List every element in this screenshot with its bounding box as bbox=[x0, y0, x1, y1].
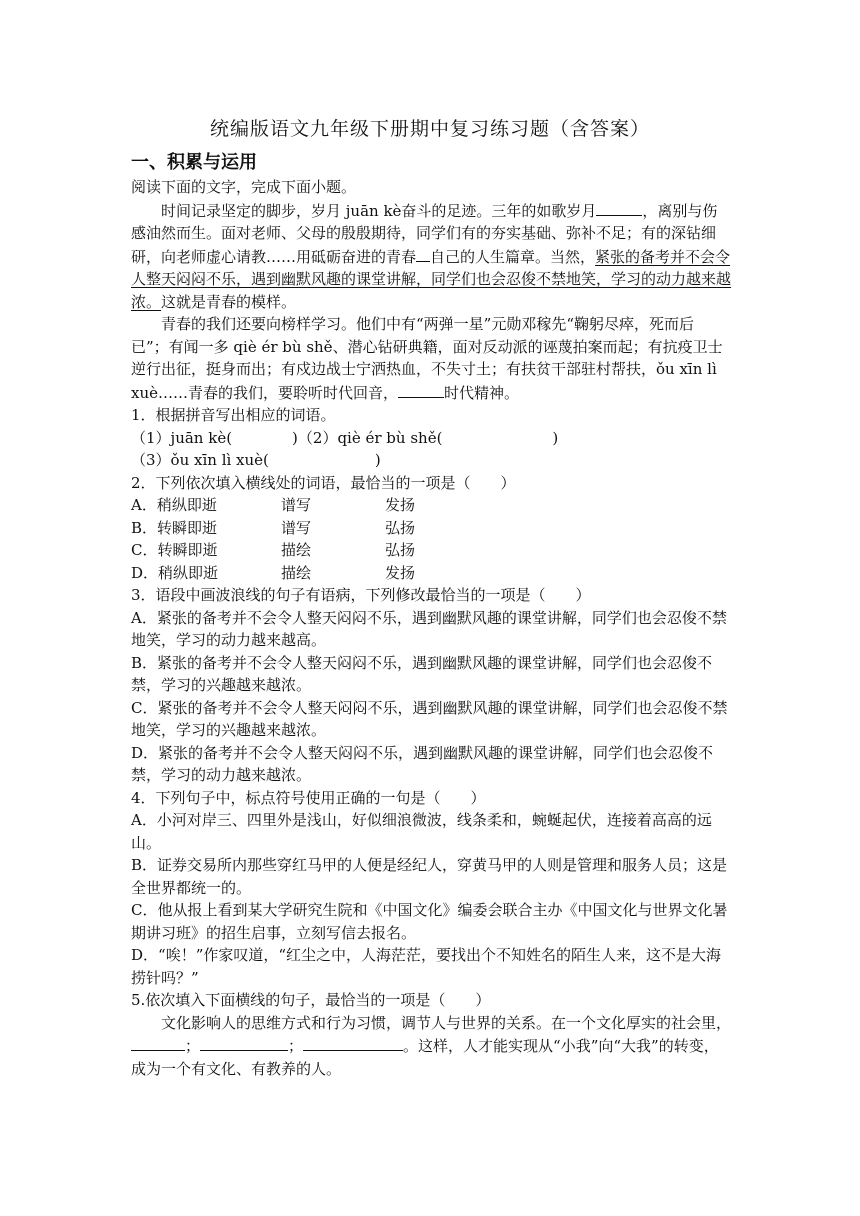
fill-blank bbox=[416, 245, 430, 262]
question-3-stem: 3．语段中画波浪线的句子有语病，下列修改最恰当的一项是（ ） bbox=[131, 586, 591, 604]
fill-blank bbox=[596, 199, 642, 216]
document-title: 统编版语文九年级下册期中复习练习题（含答案） bbox=[209, 118, 650, 140]
question-3-option: B．紧张的备考并不会令人整天闷闷不乐，遇到幽默风趣的课堂讲解，同学们也会忍俊不禁，学习的兴趣越来越浓。 bbox=[131, 653, 713, 694]
passage-text: 时间记录坚定的脚步，岁月 juān kè奋斗的足迹。三年的如歌岁月 bbox=[161, 201, 597, 220]
pinyin-item: )（2）qiè ér bù shě( bbox=[292, 428, 443, 447]
question-3-option: D．紧张的备考并不会令人整天闷闷不乐，遇到幽默风趣的课堂讲解，同学们也会忍俊不禁，学习的动力越来越浓。 bbox=[131, 743, 714, 784]
question-5-text: 文化影响人的思维方式和行为习惯，调节人与世界的关系。在一个文化厚实的社会里，； ； 。这样，人才能实现从“小我”向“大我”的转变，成为一个有文化、有教养的人。 bbox=[131, 1013, 732, 1078]
passage-paragraph-2 bbox=[131, 313, 731, 404]
question-2-option: D．稍纵即逝 描绘 发扬 bbox=[131, 563, 416, 582]
wavy-underlined-sentence: 紧张的备考并不会令人整天闷闷不乐，遇到幽默风趣的课堂讲解，同学们也会忍俊不禁地笑，学习的动力越来越浓。 bbox=[131, 247, 732, 311]
question-5-text-part: 文化影响人的思维方式和行为习惯，调节人与世界的关系。在一个文化厚实的社会里， bbox=[161, 1013, 732, 1032]
question-2-stem: 2．下列依次填入横线处的词语，最恰当的一项是（ ） bbox=[131, 473, 516, 492]
passage-paragraph-1 bbox=[131, 199, 731, 314]
question-2-option: A．稍纵即逝 谱写 发扬 bbox=[131, 496, 416, 514]
question-1-stem: 1．根据拼音写出相应的词语。 bbox=[131, 406, 336, 424]
fill-blank bbox=[303, 1034, 403, 1051]
passage-text: 这就是青春的模样。 bbox=[161, 292, 297, 311]
pinyin-item: ) bbox=[552, 428, 559, 447]
passage-text: 时代精神。 bbox=[444, 383, 520, 402]
fill-blank bbox=[131, 1034, 185, 1051]
fill-blank bbox=[200, 1034, 288, 1051]
question-4-option: A．小河对岸三、四里外是浅山，好似细浪微波，线条柔和，蜿蜒起伏，连接着高高的远山。 bbox=[131, 811, 712, 852]
question-5-text-part: 。这样，人才能实现从“小我”向“大我”的转变，成为一个有文化、有教养的人。 bbox=[131, 1037, 719, 1078]
passage-text: ，离别与伤感油然而生。面对老师、父母的殷殷期待，同学们有的夯实基础、弥补不足；有的深钻细研，向老师虚心请教……用砥砺奋进的青春 bbox=[131, 201, 718, 266]
question-2-option: B．转瞬即逝 谱写 弘扬 bbox=[131, 518, 416, 537]
question-2-option: C．转瞬即逝 描绘 弘扬 bbox=[131, 541, 416, 559]
question-3-option: C．紧张的备考并不会令人整天闷闷不乐，遇到幽默风趣的课堂讲解，同学们也会忍俊不禁地笑，学习的兴趣越来越浓。 bbox=[131, 698, 728, 739]
question-5-stem: 5.依次填入下面横线的句子，最恰当的一项是（ ） bbox=[131, 991, 491, 1009]
question-4-stem: 4．下列句子中，标点符号使用正确的一句是（ ） bbox=[131, 788, 486, 807]
question-4-option: B．证券交易所内那些穿红马甲的人便是经纪人，穿黄马甲的人则是管理和服务人员；这是全世界都统一的。 bbox=[131, 856, 728, 897]
question-4-option: D．“唉！”作家叹道，“红尘之中，人海茫茫，要找出个不知姓名的陌生人来，这不是大海捞针吗？” bbox=[131, 946, 722, 987]
passage-text: 青春的我们还要向榜样学习。他们中有“两弹一星”元勋邓稼先“鞠躬尽瘁，死而后已”；有闻一多 qiè ér bù shě、潜心钻研典籍，面对反动派的诬蔑拍案而起；有抗疫卫士逆行出征，挺身而出；有戍边战士宁洒热血，不失寸土；有扶贫干部驻村帮扶，ǒu xīn lì xuè……青春的我们，要聆听时代回音， bbox=[131, 315, 723, 402]
question-4-option: C．他从报上看到某大学研究生院和《中国文化》编委会联合主办《中国文化与世界文化暑期讲习班》的招生启事，立刻写信去报名。 bbox=[131, 901, 728, 942]
pinyin-item: （1）juān kè( bbox=[131, 428, 233, 447]
question-3-option: A．紧张的备考并不会令人整天闷闷不乐，遇到幽默风趣的课堂讲解，同学们也会忍俊不禁地笑，学习的动力越来越高。 bbox=[131, 608, 727, 649]
question-1-line-1 bbox=[131, 427, 731, 450]
question-1-line-2 bbox=[131, 449, 731, 472]
pinyin-item: （3）ǒu xīn lì xuè( bbox=[131, 451, 269, 469]
fill-blank bbox=[398, 381, 444, 398]
document-body bbox=[131, 176, 731, 1080]
section-heading: 一、积累与运用 bbox=[131, 152, 257, 173]
pinyin-item: ) bbox=[374, 451, 381, 469]
passage-text: 自己的人生篇章。当然， bbox=[430, 247, 596, 266]
intro-text: 阅读下面的文字，完成下面小题。 bbox=[131, 178, 357, 196]
